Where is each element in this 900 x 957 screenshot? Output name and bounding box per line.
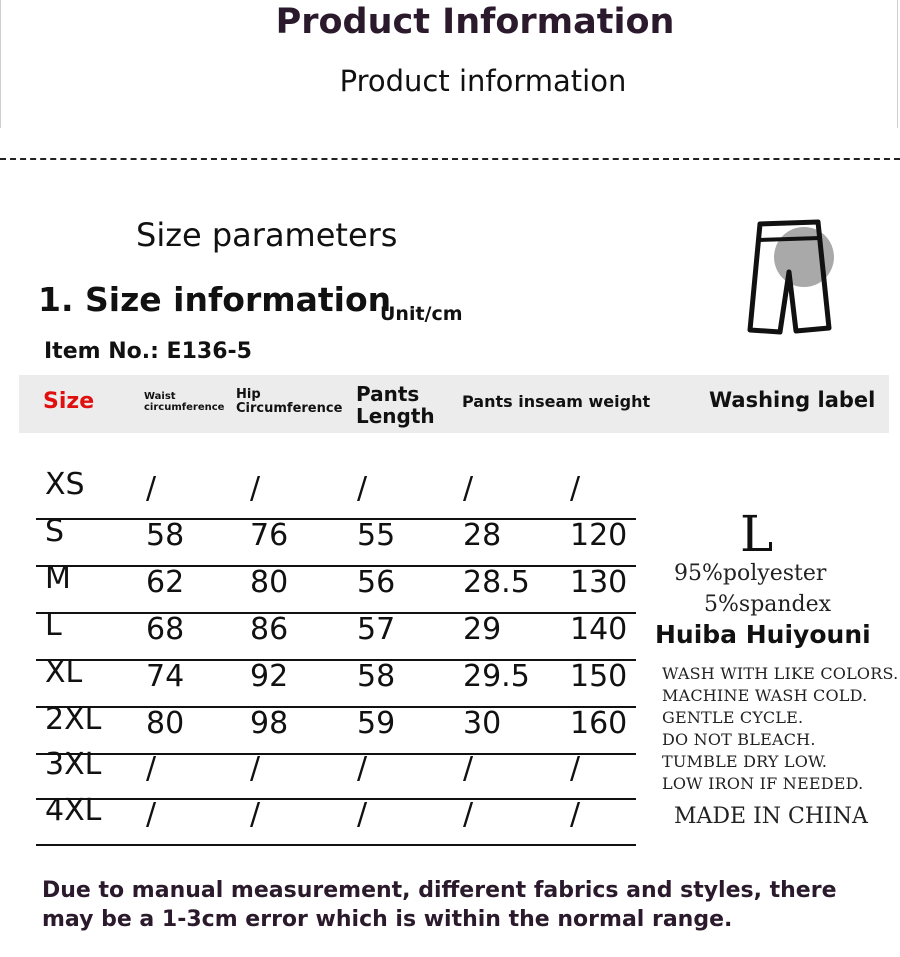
weight-cell: / (570, 471, 581, 506)
header-size: Size (43, 389, 95, 414)
dashed-divider (0, 158, 900, 160)
header-washing-label: Washing label (709, 388, 876, 412)
fabric-polyester: 95%polyester (674, 561, 827, 586)
item-number: Item No.: E136-5 (44, 339, 252, 364)
hip-cell: 80 (250, 565, 289, 600)
inseam-cell: 29 (463, 612, 502, 647)
table-row (36, 608, 636, 661)
weight-cell: / (570, 751, 581, 786)
waist-cell: / (146, 471, 157, 506)
inseam-cell: / (463, 797, 474, 832)
header-waist-line2: circumference (144, 402, 225, 413)
length-cell: 55 (357, 518, 396, 553)
weight-cell: 140 (570, 612, 628, 647)
size-cell: L (45, 608, 62, 643)
inseam-cell: / (463, 471, 474, 506)
measurement-note: Due to manual measurement, different fabrics and styles, there may be a 1-3cm error which is within the normal range. (42, 878, 837, 932)
size-cell: M (45, 561, 71, 596)
care-line: WASH WITH LIKE COLORS. (662, 664, 899, 683)
header-length-line2: Length (356, 404, 435, 428)
pants-icon (742, 218, 838, 336)
weight-cell: 150 (570, 659, 628, 694)
table-row (36, 467, 636, 520)
header-hip-line1: Hip (236, 387, 261, 402)
waist-cell: 62 (146, 565, 185, 600)
made-in-label: MADE IN CHINA (674, 804, 868, 829)
header-waist-line1: Waist (144, 391, 176, 402)
care-line: GENTLE CYCLE. (662, 708, 804, 727)
size-cell: S (45, 514, 65, 549)
size-parameters-heading: Size parameters (136, 216, 398, 254)
weight-cell: 130 (570, 565, 628, 600)
hip-cell: / (250, 751, 261, 786)
table-row (36, 655, 636, 708)
inseam-cell: 28.5 (463, 565, 530, 600)
hip-cell: 76 (250, 518, 289, 553)
inseam-cell: 29.5 (463, 659, 530, 694)
header-pants-length (356, 383, 435, 427)
length-cell: 58 (357, 659, 396, 694)
size-cell: XS (45, 467, 85, 502)
care-line: TUMBLE DRY LOW. (662, 752, 828, 771)
page-title: Product Information (275, 2, 675, 42)
weight-cell: / (570, 797, 581, 832)
header-inseam: Pants inseam weight (462, 392, 651, 411)
page-subtitle: Product information (339, 64, 627, 98)
table-row (36, 514, 636, 567)
size-cell: 3XL (45, 747, 102, 782)
brand-name: Huiba Huiyouni (655, 620, 871, 649)
waist-cell: / (146, 797, 157, 832)
waist-cell: 80 (146, 706, 185, 741)
hip-cell: 86 (250, 612, 289, 647)
length-cell: / (357, 471, 368, 506)
length-cell: / (357, 751, 368, 786)
weight-cell: 120 (570, 518, 628, 553)
inseam-cell: / (463, 751, 474, 786)
size-cell: 2XL (45, 702, 102, 737)
waist-cell: 58 (146, 518, 185, 553)
header-hip (236, 388, 342, 417)
header-length-line1: Pants (356, 382, 420, 406)
header-hip-line2: Circumference (236, 401, 343, 417)
size-cell: XL (45, 655, 83, 690)
fabric-spandex: 5%spandex (704, 592, 832, 617)
size-cell: 4XL (45, 793, 102, 828)
waist-cell: 68 (146, 612, 185, 647)
length-cell: 59 (357, 706, 396, 741)
weight-cell: 160 (570, 706, 628, 741)
unit-label: Unit/cm (380, 303, 463, 325)
header-waist (144, 391, 224, 413)
care-line: LOW IRON IF NEEDED. (662, 774, 864, 793)
length-cell: 56 (357, 565, 396, 600)
length-cell: 57 (357, 612, 396, 647)
waist-cell: / (146, 751, 157, 786)
waist-cell: 74 (146, 659, 185, 694)
length-cell: / (357, 797, 368, 832)
hip-cell: 92 (250, 659, 289, 694)
table-row (36, 561, 636, 614)
washing-label-size: L (740, 505, 774, 563)
care-line: DO NOT BLEACH. (662, 730, 816, 749)
hip-cell: 98 (250, 706, 289, 741)
inseam-cell: 30 (463, 706, 502, 741)
hip-cell: / (250, 797, 261, 832)
care-line: MACHINE WASH COLD. (662, 686, 868, 705)
table-row (36, 702, 636, 755)
inseam-cell: 28 (463, 518, 502, 553)
hip-cell: / (250, 471, 261, 506)
care-instructions (662, 663, 898, 795)
size-information-heading: 1. Size information (38, 280, 392, 319)
table-row (36, 793, 636, 846)
table-row (36, 747, 636, 800)
